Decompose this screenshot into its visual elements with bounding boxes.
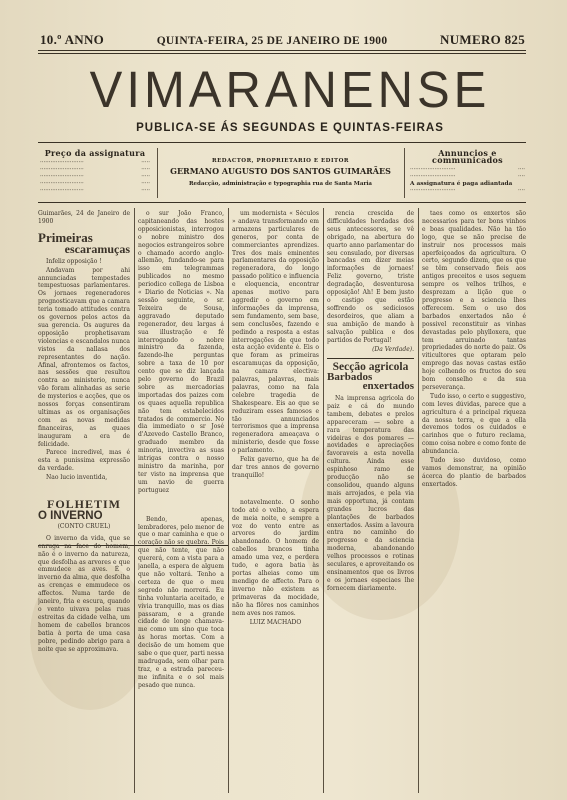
price-row: ·························· ···· <box>410 167 525 173</box>
info-rule-bottom <box>38 202 526 203</box>
article-body: taes como os enxertos são necessarios para ter bons vinhos e boas qualidades. Não ha tão logo, que se não precise de instruir nos processos mais aperfeiçoados da agricultura. O certo, segundo dizem, que os que se têm conservado fieis aos antigos preceitos e usos seguem sempre os velhos trilhos, e desprezam a lição que o progresso e a sciencia lhes offerecem. Sem o uso dos barbados enxertados não é possivel reconstituir as vinhas devastadas pelo phylloxera, que tem arruinado tantas propriedades do norte do paiz. Os viticultores que optaram pelo emprego das novas castas estão hoje colhendo os fructos do seu bom conselho e da sua perseverança. <box>422 210 526 391</box>
story-body: O inverno da vida, que se enruga na face do homem, não é o inverno da natureza, que desfolha as arvores e que emmudece as aves. É o inverno da alma, que desfolha as crenças e emmudece os affectos. Numa tarde de janeiro, fria e escura, quando o vento uivava pelas ruas estreitas da cidade velha, um homem de cabellos brancos batia à porta de uma casa pobre, pedindo abrigo para a noite que se approximava. <box>38 534 130 653</box>
column-3 <box>232 210 319 795</box>
top-rule <box>38 53 526 54</box>
price-row: ·························· ···· <box>410 174 525 180</box>
column-5 <box>422 210 526 795</box>
info-divider <box>404 148 405 198</box>
dateline: Guimarães, 24 de Janeiro de 1900 <box>38 210 130 225</box>
section-subtitle: enxertados <box>362 380 414 393</box>
column-1 <box>38 210 130 795</box>
price-row: ·························· ···· <box>410 188 525 194</box>
article-body: rencia crescida de difficuldades herdadas dos seus antecessores, se vê obrigado, na abertura do quarto anno parlamentar do seu consulado, por diversas bancadas em dizer meias informações de jornaes! Feliz governo, triste degradação, desventurosa opposição! Ah! E bem justo o castigo que estão soffrendo os sediciosos desordeiros, que aliam a sua ambição de mando à salvação publica e dos partidos de Portugal! <box>327 210 414 344</box>
column-2 <box>138 210 224 795</box>
section-subtitle: Barbados <box>327 371 373 384</box>
article-body: Na imprensa agricola do paiz e cá do mundo tambem, debates e prelos appareceram — sobre a rara temperatura das videiras e dos pomares — novidades e apreciações favoraveis a esta novella cultura. Ainda esse espinhoso ramo de producção não se consolidou, quando alguns mais arrojados, e pela via mais opportuna, já contam grandes lucros das plantações de barbados enxertados. Assim a lavoura entra no caminho do progresso e da sciencia moderna, abandonando velhos processos e rotinas seculares, e aproveitando os ensinamentos que os livros e os jornaes especiaes lhe fornecem diariamente. <box>327 395 414 592</box>
subscription-prices <box>40 150 150 195</box>
price-row: ························· ····· <box>40 174 150 180</box>
top-line <box>40 32 525 48</box>
article-title: Primeiras <box>38 229 93 245</box>
price-row: ························· ····· <box>40 167 150 173</box>
folhetim-title: FOLHETIM <box>46 497 121 512</box>
masthead-subtitle: PUBLICA-SE ÁS SEGUNDAS E QUINTAS-FEIRAS <box>136 122 444 134</box>
article-body: o sur João Franco, capitaneando das hostes opposicionistas, interrogou o nobre ministro dos negocios estrangeiros sobre o chamado acordo anglo-allemão, fundando-se para isso em telegrammas publicados no mesmo periodico collega de Lisboa « Diario de Noticias ». Na sessão seguinte, o sr. Teixeira de Sousa, aggravado deputado regenerador, deu largas á sua illustração e fé interrogando o nobre ministro da fazenda, fazendo-lhe perguntas sobre a taxa de 10 por cento que se diz lançada pelo governo do Brazil sobre as mercadorias importadas dos paizes com os quaes aquella republica não tem estabelecidos tratados de commercio. No dia immediato o sr José d'Azevedo Castello Branco, graduado membro da minoria, invectiva as suas intrigas contra o nosso ministro da marinha, por ter visto na imprensa que um navio de guerra portuguez <box>138 210 224 494</box>
editor-name: GERMANO AUGUSTO DOS SANTOS GUIMARÃES <box>170 166 391 176</box>
story-signature: LUIZ MACHADO <box>249 619 302 627</box>
column-divider <box>134 208 135 793</box>
editor-line: REDACTOR, PROPRIETARIO E EDITOR <box>212 158 349 164</box>
section-rule <box>327 358 414 359</box>
issue-date: QUINTA-FEIRA, 25 DE JANEIRO DE 1900 <box>156 35 388 47</box>
story-subtitle: (CONTO CRUEL) <box>57 522 111 530</box>
story-title: O INVERNO <box>38 510 103 522</box>
article-body: Tudo isso, o certo e suggestivo, com leves dúvidas, parece que a agricultura é a principal riqueza da nossa terra, e que a ella devemos todos os cuidados e carinhos que o futuro reclama, como coisa nobre e como fonte de abundancia. <box>422 392 526 456</box>
article-body: Parece incredivel, mas é esta a punissima expressão da verdade. <box>38 449 130 473</box>
year: 10.º ANNO <box>40 32 105 47</box>
article-body: Felix gaverno, que ha de dar tres annos de governo tranquillo! <box>232 456 319 479</box>
masthead: VIMARANENSE <box>89 61 491 119</box>
advertising-title: Annuncios e communicados <box>432 148 503 165</box>
article-body: um modernista « Séculos » andava transformando em armazens particulares de generos, por conta de commerciantes aprendizes. Tres dos mais eminentes parlamentares da opposição regeneradora, do longo passado politico e influencia e eloquencia, encontrar apenas motivo para aggredir o governo em informações da imprensa, sem fundamento, sem base, sem conclusões, fazendo e pedindo a resposta a estas interrogações de que todo esta acção evidente é. Eis o que foram as primeiras escaramuças da opposição, na camara electiva: palavras, palavras, mais palavras, como na fala celebre tragedia de Shakespeare. Eis ao que se reduziram esses famosos e tão annunciados terrorismos que a imprensa regeneradora ameaçava o ministerio, desde que fosse o parlamento. <box>232 210 319 455</box>
price-row: ························· ····· <box>40 188 150 194</box>
article-source: (Da Verdade). <box>372 346 414 354</box>
article-body: Nao lucio inventida, <box>46 474 108 482</box>
advance-payment-note: A assignatura é paga adiantada <box>410 181 513 187</box>
article-body: Andavam por ahi annunciadas tempestades tempestuosas parlamentares. Os jornaes regeneradores prognosticavam que a camara teria tomado attitudes contra os governos pelos actos da sua gerencia. Os augures da opposição prophetisavam violencias e escandalos nunca vistos da nallasa dos representantes do nação. Afinal, afrontemos os factos, nas sessões que resultou contra ao ministerio, nunca vão foram alinhadas as serie de mysterios e acções, que os nossos forças consentiram ultimas as os organisações com as novas medidas financeiras, as quaes inauguram a era de felicidade. <box>38 266 130 448</box>
issue-number: NUMERO 825 <box>440 32 525 47</box>
article-lead: Infeliz opposição ! <box>46 257 102 265</box>
story-body: notavelmente. O sonho todo até o velho, a espera de meia noite, e sempre a voz do vento entre as arvores do jardim abandonado. O homem de cabellos brancos tinha amado uma vez, e perdera tudo, e agora batia às portas alheias como um mendigo de affecto. Para o inverno não existem as primaveras da mocidade, não ha flôres nos caminhos nem aves nos ramos. <box>232 498 319 617</box>
info-rule-top <box>38 142 526 143</box>
column-divider <box>228 208 229 793</box>
advertising-prices <box>410 150 525 195</box>
top-rule <box>38 50 526 51</box>
subscription-title: Preço da assignatura <box>44 148 146 158</box>
price-row: ························· ····· <box>40 181 150 187</box>
editor-info <box>163 150 398 188</box>
article-subtitle: escaramuças <box>64 241 130 256</box>
column-divider <box>323 208 324 793</box>
article-body: Tudo isso duvidoso, como vamos demonstrar, na opinião ácerca do plantio de barbados enxertados. <box>422 457 526 488</box>
column-4 <box>327 210 414 795</box>
column-divider <box>418 208 419 793</box>
section-title: Secção agricola <box>332 361 409 374</box>
story-body: Bendo, apenas, lembradores, pelo menor de que o mar caminha e que o coração não se quebra. Pois que não tente, que não quererá, com a vista para a janella, a espera de alguem que não voltará. Tenho a certeza de que o meu segredo não morrerá. Eu tinha voluntaria aceitado, e vivia tranquillo, mas os dias passaram, e a grande cidade de longe chamava-me como um sino que toca às horas mortas. Com a decisão de um homem que sabe o que quer, parti nessa madrugada, sem olhar para traz, e a estrada pareceu-me infinita e o sol mais pesado que nunca. <box>138 515 224 689</box>
price-row: ························· ····· <box>40 160 150 166</box>
editor-address: Redacção, administração e typographia rua de Santa Maria <box>188 181 372 187</box>
info-divider <box>157 148 158 198</box>
